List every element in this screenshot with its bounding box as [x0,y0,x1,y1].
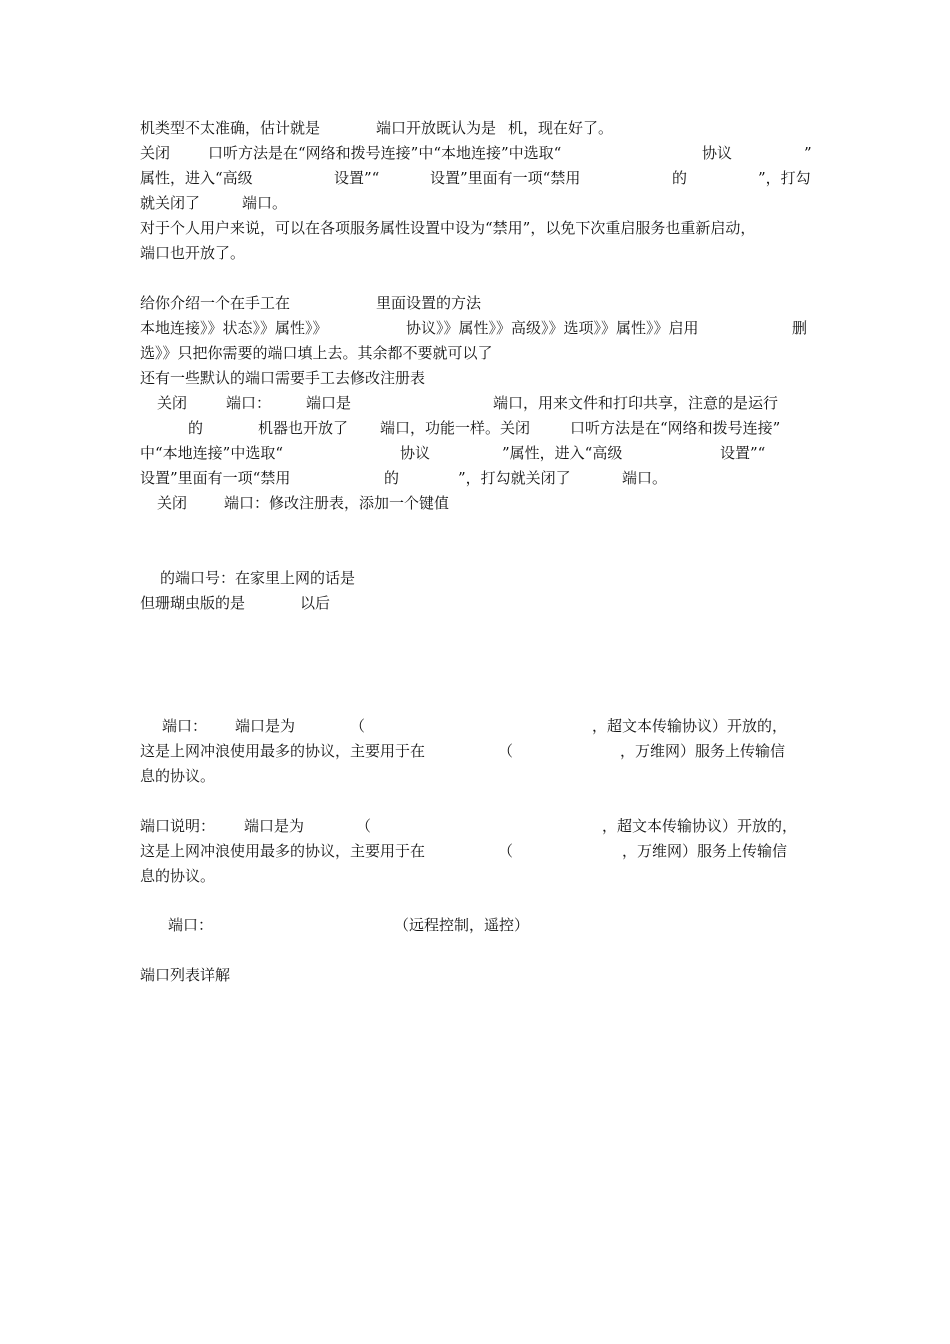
text-fragment: ”属性，进入“高级 [502,444,623,462]
text-fragment: 端口是 [306,394,352,412]
text-fragment: 里面设置的方法 [376,294,482,312]
text-fragment: 这是上网冲浪使用最多的协议，主要用于在 [140,742,426,760]
text-fragment: ，万维网）服务上传输信 [622,842,788,860]
text-fragment: 端口说明： [140,817,216,835]
text-fragment: 端口也开放了。 [140,244,246,262]
text-fragment: 删 [792,319,808,337]
text-fragment: 属性，进入“高级 [140,169,253,187]
text-fragment: （ [350,717,366,735]
text-fragment: 就关闭了 [140,194,201,212]
text-fragment: 本地连接》》状态》》属性》》 [140,319,328,337]
text-fragment: 这是上网冲浪使用最多的协议，主要用于在 [140,842,426,860]
text-fragment: 的 [384,469,400,487]
text-fragment: 协议 [400,444,431,462]
text-fragment: 息的协议。 [140,767,216,785]
text-fragment: 端口：修改注册表，添加一个键值 [224,494,450,512]
text-fragment: 端口开放既认为是 [376,119,497,137]
text-fragment: 机器也开放了 [258,419,349,437]
text-fragment: 选》》只把你需要的端口填上去。其余都不要就可以了 [140,344,493,362]
text-fragment: 的端口号：在家里上网的话是 [160,569,356,587]
text-fragment: 口听方法是在“网络和拨号连接” [570,419,781,437]
text-fragment: 关闭 [157,394,188,412]
text-fragment: ”，打勾就关闭了 [458,469,571,487]
text-fragment: 给你介绍一个在手工在 [140,294,291,312]
text-fragment: 设置”“ [720,444,766,462]
text-fragment: 端口，用来文件和打印共享，注意的是运行 [493,394,779,412]
text-fragment: ，超文本传输协议）开放的， [602,817,798,835]
text-fragment: 设置”里面有一项“禁用 [430,169,581,187]
text-fragment: 端口，功能一样。关闭 [380,419,531,437]
text-fragment: 端口。 [622,469,668,487]
text-fragment: 设置”里面有一项“禁用 [140,469,291,487]
text-fragment: 关闭 [140,144,171,162]
text-fragment: 机，现在好了。 [508,119,614,137]
text-fragment: （ [498,842,514,860]
text-fragment: 的 [672,169,688,187]
text-fragment: 协议 [702,144,733,162]
text-fragment: （ [498,742,514,760]
text-fragment: 机类型不太准确，估计就是 [140,119,321,137]
text-fragment: 口听方法是在“网络和拨号连接”中“本地连接”中选取“ [208,144,562,162]
text-fragment: 端口。 [242,194,288,212]
text-fragment: ” [804,144,812,162]
text-fragment: 对于个人用户来说，可以在各项服务属性设置中设为“禁用”，以免下次重启服务也重新启动， [140,219,756,237]
text-fragment: 设置”“ [334,169,380,187]
text-fragment: 端口是为 [235,717,296,735]
text-fragment: 以后 [300,594,331,612]
text-fragment: 端口是为 [244,817,305,835]
text-fragment: 协议》》属性》》高级》》选项》》属性》》启用 [406,319,699,337]
text-fragment: 的 [188,419,204,437]
text-fragment: （ [356,817,372,835]
text-fragment: 端口： [162,717,208,735]
text-fragment: 端口： [226,394,272,412]
text-fragment: 但珊瑚虫版的是 [140,594,246,612]
text-fragment: ，万维网）服务上传输信 [620,742,786,760]
text-fragment: 端口： [168,916,214,934]
text-fragment: 还有一些默认的端口需要手工去修改注册表 [140,369,426,387]
text-fragment: ，超文本传输协议）开放的， [592,717,788,735]
text-fragment: ”，打勾 [758,169,811,187]
text-fragment: （远程控制，遥控） [394,916,530,934]
text-fragment: 中“本地连接”中选取“ [140,444,284,462]
text-fragment: 端口列表详解 [140,966,231,984]
text-fragment: 关闭 [157,494,188,512]
text-fragment: 息的协议。 [140,867,216,885]
